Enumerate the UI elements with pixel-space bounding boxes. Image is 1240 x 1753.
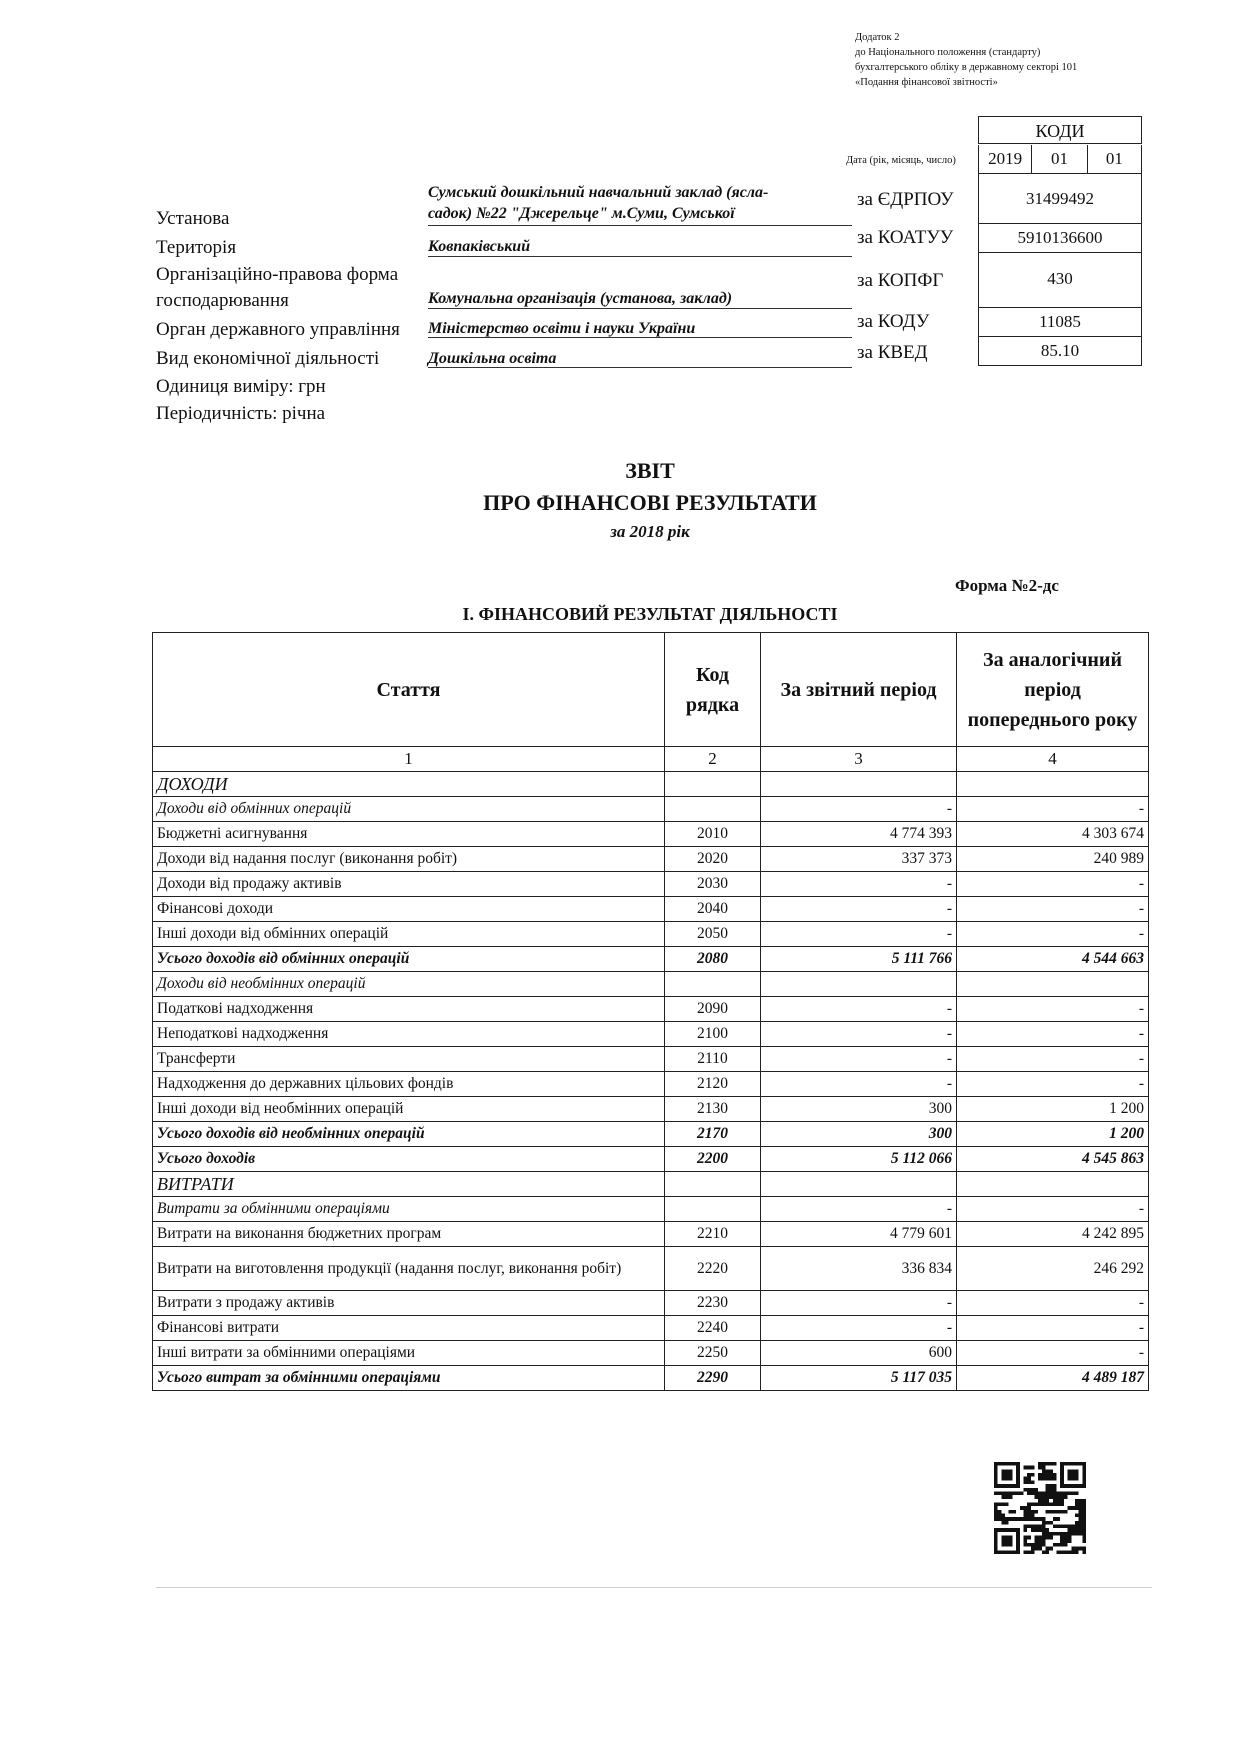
row-current-value: - [761,897,957,922]
row-code [665,1172,761,1197]
date-day: 01 [1105,149,1123,168]
date-label: Дата (рік, місяць, число) [846,155,956,166]
row-article: Доходи від необмінних операцій [153,972,665,997]
qr-code-icon [994,1462,1086,1554]
table-row [153,822,1149,847]
row-code: 2200 [665,1147,761,1172]
table-row [153,772,1149,797]
table-row [153,1247,1149,1291]
row-previous-value: 4 242 895 [957,1222,1149,1247]
row-article: Усього доходів [153,1147,665,1172]
activity-label: Вид економічної діяльності [156,348,380,369]
row-current-value: 4 774 393 [761,822,957,847]
row-current-value: 336 834 [761,1247,957,1291]
table-row [153,872,1149,897]
row-code: 2290 [665,1366,761,1391]
table-row [153,1172,1149,1197]
row-code [665,972,761,997]
row-current-value: 300 [761,1097,957,1122]
row-previous-value: 240 989 [957,847,1149,872]
territory-label: Територія [156,237,237,258]
table-row [153,1122,1149,1147]
edrpou-label: за ЄДРПОУ [857,189,954,210]
row-code: 2080 [665,947,761,972]
kodu-label: за КОДУ [857,311,930,332]
row-article: Інші витрати за обмінними операціями [153,1341,665,1366]
header-current-period: За звітний період [761,633,957,747]
table-row [153,997,1149,1022]
row-code: 2130 [665,1097,761,1122]
row-previous-value: - [957,922,1149,947]
institution-label: Установа [156,208,230,229]
col-number: 2 [665,747,761,772]
row-current-value: - [761,997,957,1022]
periodicity-label: Періодичність: річна [156,403,326,424]
table-row [153,947,1149,972]
row-article: Неподаткові надходження [153,1022,665,1047]
row-code: 2110 [665,1047,761,1072]
kopfg-code: 430 [978,253,1142,308]
row-previous-value: 4 303 674 [957,822,1149,847]
table-row [153,1072,1149,1097]
row-current-value: - [761,922,957,947]
date-year: 2019 [979,145,1032,173]
row-article: Усього доходів від обмінних операцій [153,947,665,972]
row-code: 2220 [665,1247,761,1291]
row-code [665,1197,761,1222]
row-current-value: - [761,1291,957,1316]
legal-form-value: Комунальна організація (установа, заклад) [428,290,733,307]
institution-value-line2: садок) №22 "Джерельце" м.Суми, Сумської [428,205,735,222]
row-code: 2010 [665,822,761,847]
header-article: Стаття [153,633,665,747]
row-code: 2120 [665,1072,761,1097]
table-row [153,1291,1149,1316]
row-current-value: - [761,1072,957,1097]
row-code: 2030 [665,872,761,897]
row-previous-value: - [957,997,1149,1022]
header-code: Код рядка [665,633,761,747]
table-body [153,772,1149,1391]
table-row [153,847,1149,872]
row-code [665,772,761,797]
row-previous-value: 1 200 [957,1097,1149,1122]
row-previous-value: 1 200 [957,1122,1149,1147]
row-article: ДОХОДИ [153,772,665,797]
section-title: І. ФІНАНСОВИЙ РЕЗУЛЬТАТ ДІЯЛЬНОСТІ [462,604,838,624]
authority-value: Міністерство освіти і науки України [428,320,696,337]
row-current-value: 300 [761,1122,957,1147]
row-article: Трансферти [153,1047,665,1072]
territory-value: Ковпаківський [428,238,531,255]
row-article: Інші доходи від обмінних операцій [153,922,665,947]
appendix-line: бухгалтерського обліку в державному секторі 101 [855,62,1078,73]
row-previous-value: - [957,1291,1149,1316]
row-article: Витрати за обмінними операціями [153,1197,665,1222]
row-previous-value: 4 544 663 [957,947,1149,972]
table-row [153,1022,1149,1047]
table-row [153,1341,1149,1366]
table-row [153,1047,1149,1072]
row-current-value: - [761,1197,957,1222]
table-row [153,922,1149,947]
row-previous-value [957,1172,1149,1197]
kopfg-label: за КОПФГ [857,270,944,291]
row-previous-value [957,772,1149,797]
row-code [665,797,761,822]
date-cells [978,145,1142,174]
activity-value: Дошкільна освіта [428,350,557,367]
row-code: 2210 [665,1222,761,1247]
koatuu-label: за КОАТУУ [857,227,954,248]
row-current-value: - [761,1022,957,1047]
row-previous-value: - [957,1197,1149,1222]
table-row [153,1097,1149,1122]
row-current-value: 5 111 766 [761,947,957,972]
row-code: 2240 [665,1316,761,1341]
row-previous-value: - [957,872,1149,897]
row-current-value [761,972,957,997]
kved-label: за КВЕД [857,342,928,363]
row-current-value: 4 779 601 [761,1222,957,1247]
legal-form-label-line2: господарювання [156,290,289,311]
row-current-value: - [761,1316,957,1341]
table-row [153,1197,1149,1222]
row-previous-value: - [957,897,1149,922]
row-article: ВИТРАТИ [153,1172,665,1197]
koatuu-code: 5910136600 [978,224,1142,253]
row-article: Доходи від продажу активів [153,872,665,897]
row-code: 2040 [665,897,761,922]
report-period: за 2018 рік [610,522,690,541]
row-current-value [761,1172,957,1197]
appendix-line: «Подання фінансової звітності» [855,77,998,88]
kodu-code: 11085 [978,308,1142,337]
table-row [153,897,1149,922]
row-previous-value: - [957,1316,1149,1341]
row-article: Надходження до державних цільових фондів [153,1072,665,1097]
table-row [153,1222,1149,1247]
form-number: Форма №2-дс [955,576,1059,595]
col-number: 4 [957,747,1149,772]
table-row [153,1366,1149,1391]
row-code: 2170 [665,1122,761,1147]
row-current-value: 5 112 066 [761,1147,957,1172]
legal-form-label-line1: Організаційно-правова форма [156,264,399,285]
row-article: Витрати з продажу активів [153,1291,665,1316]
col-number: 3 [761,747,957,772]
appendix-line: до Національного положення (стандарту) [855,47,1041,58]
row-article: Фінансові доходи [153,897,665,922]
kved-code: 85.10 [978,337,1142,366]
row-code: 2020 [665,847,761,872]
row-current-value: 5 117 035 [761,1366,957,1391]
row-article: Доходи від обмінних операцій [153,797,665,822]
row-article: Усього витрат за обмінними операціями [153,1366,665,1391]
authority-label: Орган державного управління [156,319,400,340]
row-current-value: - [761,872,957,897]
row-article: Податкові надходження [153,997,665,1022]
row-article: Фінансові витрати [153,1316,665,1341]
footer-divider [156,1587,1152,1588]
row-article: Доходи від надання послуг (виконання робіт) [153,847,665,872]
report-subtitle: ПРО ФІНАНСОВІ РЕЗУЛЬТАТИ [483,490,817,515]
legal-form-underline [428,308,852,309]
table-row [153,1316,1149,1341]
col-number: 1 [153,747,665,772]
row-previous-value: - [957,1047,1149,1072]
appendix-note [855,30,1185,90]
institution-underline [428,225,852,226]
row-article: Витрати на виконання бюджетних програм [153,1222,665,1247]
row-previous-value: - [957,1072,1149,1097]
row-current-value: - [761,1047,957,1072]
row-code: 2090 [665,997,761,1022]
codes-title: КОДИ [978,116,1142,144]
date-month: 01 [1032,145,1087,173]
row-current-value: - [761,797,957,822]
row-current-value: 600 [761,1341,957,1366]
row-article: Бюджетні асигнування [153,822,665,847]
row-code: 2230 [665,1291,761,1316]
row-previous-value: - [957,1022,1149,1047]
territory-underline [428,256,852,257]
table-row [153,972,1149,997]
row-article: Усього доходів від необмінних операцій [153,1122,665,1147]
row-code: 2100 [665,1022,761,1047]
header-previous-period: За аналогічний період попереднього року [957,633,1149,747]
row-code: 2250 [665,1341,761,1366]
report-title: ЗВІТ [625,458,675,483]
row-previous-value: - [957,797,1149,822]
row-code: 2050 [665,922,761,947]
appendix-line: Додаток 2 [855,32,900,43]
financial-results-table [152,632,1149,1391]
table-row [153,797,1149,822]
row-previous-value [957,972,1149,997]
row-previous-value: 246 292 [957,1247,1149,1291]
unit-label: Одиниця виміру: грн [156,376,326,397]
row-current-value [761,772,957,797]
row-previous-value: - [957,1341,1149,1366]
activity-underline [428,367,852,368]
table-row [153,1147,1149,1172]
row-article: Витрати на виготовлення продукції (надання послуг, виконання робіт) [153,1247,665,1291]
row-previous-value: 4 545 863 [957,1147,1149,1172]
row-article: Інші доходи від необмінних операцій [153,1097,665,1122]
authority-underline [428,337,852,338]
institution-value-line1: Сумський дошкільний навчальний заклад (ясла- [428,184,769,201]
row-previous-value: 4 489 187 [957,1366,1149,1391]
edrpou-code: 31499492 [978,174,1142,224]
row-current-value: 337 373 [761,847,957,872]
